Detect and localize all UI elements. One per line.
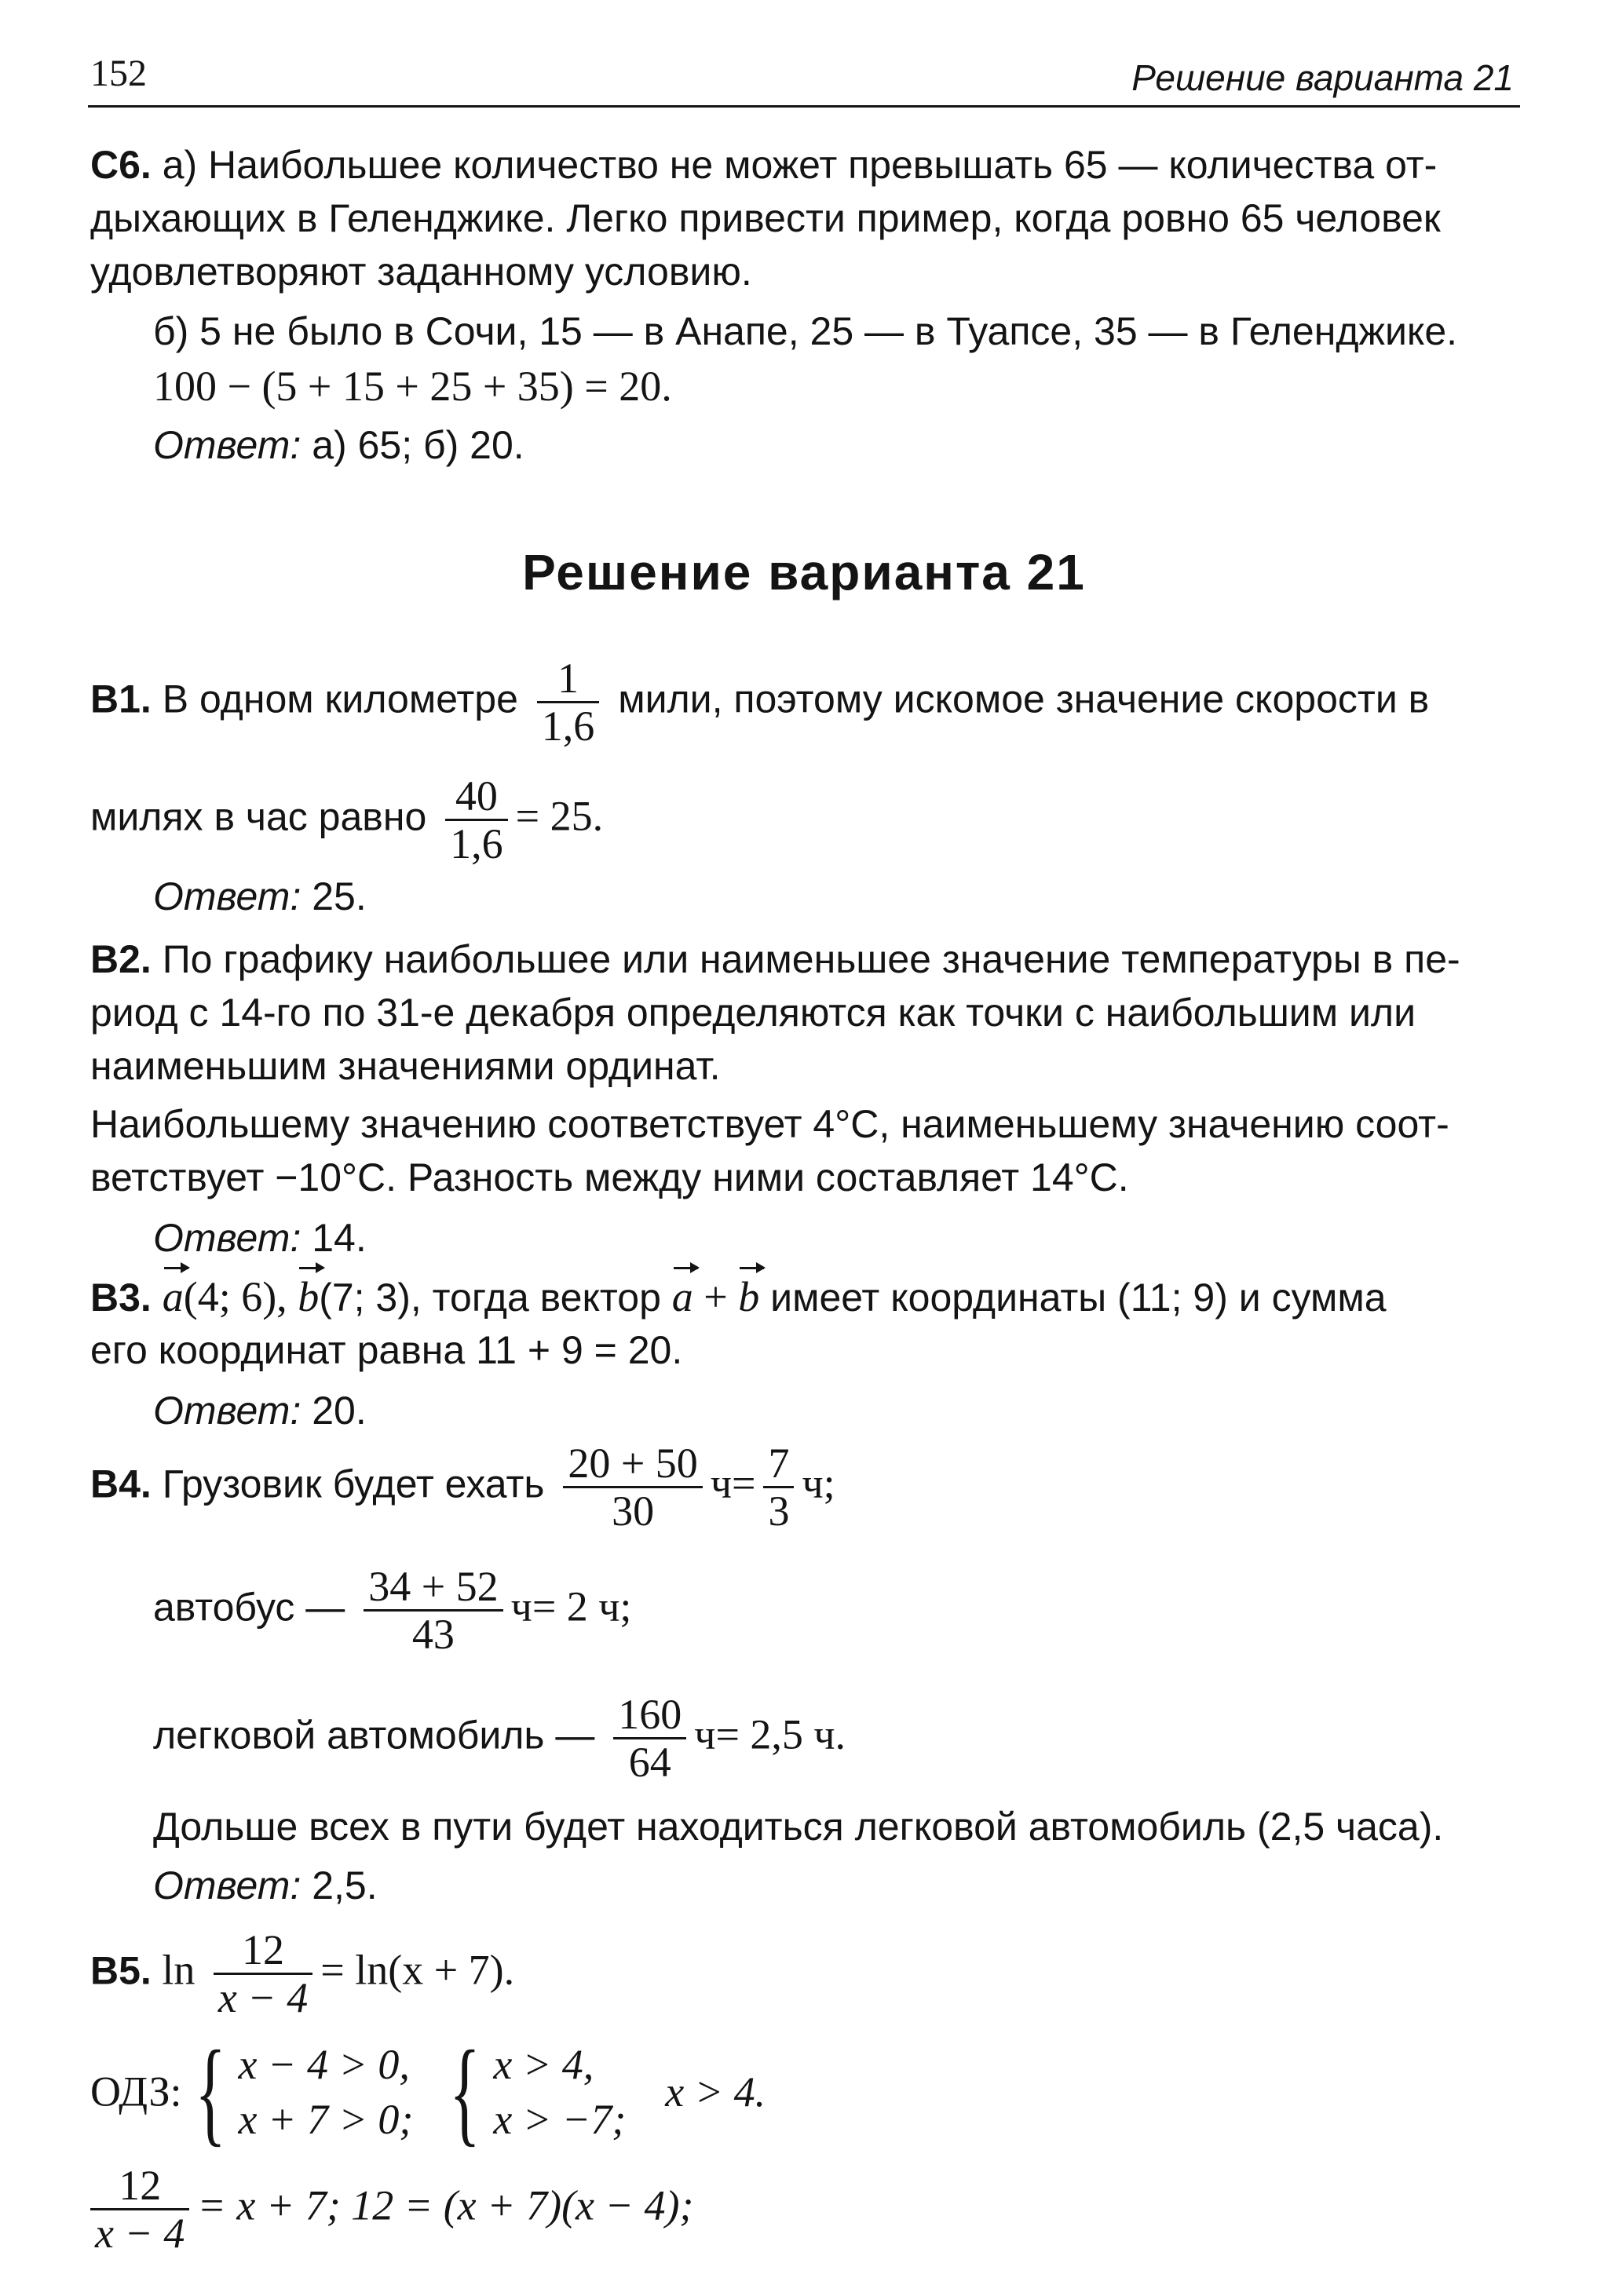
b4-car-line	[153, 1692, 1582, 1785]
b3-label: В3.	[90, 1276, 152, 1320]
b5-odz-result: x > 4.	[665, 2068, 766, 2115]
c6-b-text: б) 5 не было в Сочи, 15 — в Анапе, 25 — в Туапсе, 35 — в Геленджике.	[153, 309, 1458, 353]
b4-f4-num: 160	[613, 1692, 686, 1739]
b4-answer-value: 2,5.	[301, 1863, 378, 1907]
vector-a-symbol: a	[163, 1272, 184, 1323]
vector-b-symbol-2: b	[738, 1272, 759, 1323]
b4-answer-label: Ответ:	[153, 1863, 302, 1907]
b4-end-1: ч;	[802, 1459, 835, 1507]
b4-f4-den: 64	[628, 1739, 671, 1786]
c6-b-calc: 100 − (5 + 15 + 25 + 35) = 20.	[153, 363, 672, 410]
b4-bus-text: автобус —	[153, 1585, 356, 1630]
b2-line-1-text: По графику наибольшее или наименьшее значение температуры в пе-	[151, 937, 1460, 981]
b3-text-1: имеет координаты (11; 9) и сумма	[759, 1276, 1387, 1320]
b2-answer-label: Ответ:	[153, 1216, 302, 1260]
left-brace-1: {	[194, 2027, 226, 2157]
c6-line-2: дыхающих в Геленджике. Легко привести пример, когда ровно 65 человек	[90, 196, 1441, 240]
b4-text-1: Грузовик будет ехать	[151, 1462, 556, 1506]
b5-f2-num: 12	[90, 2163, 189, 2210]
b4-line-1	[90, 1440, 1519, 1534]
b2-answer-value: 14.	[301, 1216, 367, 1260]
b1-line-2	[90, 773, 1519, 867]
b1-frac2-den: 1,6	[450, 820, 503, 867]
b4-f3-num: 34 + 52	[364, 1564, 502, 1612]
b5-f1-den: x − 4	[217, 1974, 309, 2021]
b3-line-2: его координат равна 11 + 9 = 20.	[90, 1328, 683, 1372]
c6-answer-value: а) 65; б) 20.	[301, 423, 524, 467]
section-title: Решение варианта 21	[522, 544, 1086, 600]
vector-a-symbol-2: a	[672, 1272, 693, 1323]
b4-answer	[153, 1860, 1582, 1911]
b3-answer	[153, 1385, 1582, 1436]
b4-car-end: ч= 2,5 ч.	[694, 1710, 846, 1758]
b4-fraction-4	[613, 1692, 686, 1785]
running-title: Решение варианта 21	[1131, 57, 1514, 98]
c6-answer	[153, 420, 1582, 471]
b5-system-1	[239, 2037, 414, 2147]
b5-sys1-line2: x + 7 > 0;	[238, 2096, 414, 2143]
b4-bus-end: ч= 2 ч;	[510, 1582, 632, 1630]
b5-odz-line	[90, 2027, 1519, 2157]
header-rule	[88, 105, 1520, 108]
b5-line-1	[90, 1927, 1519, 2020]
b5-fraction-1	[214, 1927, 312, 2020]
b5-sys2-line1: x > 4,	[493, 2041, 594, 2088]
b1-text-3: милях в час равно	[90, 794, 438, 839]
b5-ln: ln	[151, 1946, 206, 1994]
c6-a-text-1: а) Наибольшее количество не может превышать 65 — количества от-	[151, 143, 1438, 187]
b5-f1-num: 12	[214, 1927, 312, 1975]
b1-fraction-2	[445, 773, 508, 867]
b5-f2-den: x − 4	[95, 2210, 185, 2257]
b4-f2-num: 7	[763, 1440, 794, 1488]
c6-line-1	[90, 140, 1519, 191]
b1-frac1-den: 1,6	[541, 703, 595, 750]
c6-answer-label: Ответ:	[153, 423, 302, 467]
b2-label: В2.	[90, 937, 152, 981]
b3-answer-label: Ответ:	[153, 1389, 302, 1433]
b5-sys2-line2: x > −7;	[493, 2096, 627, 2143]
b5-odz-label: ОДЗ:	[90, 2068, 182, 2115]
b4-bus-line	[153, 1564, 1582, 1657]
left-brace-2: {	[449, 2027, 481, 2157]
b2-answer	[153, 1213, 1582, 1264]
b4-f3-den: 43	[411, 1611, 455, 1658]
c6-label: С6.	[90, 143, 152, 187]
b5-eq-1: = ln(x + 7).	[320, 1946, 515, 1994]
b2-line-2: риод с 14-го по 31-е декабря определяются как точки с наибольшим или	[90, 991, 1416, 1035]
b4-label: В4.	[90, 1462, 152, 1506]
b3-line-1	[90, 1272, 1519, 1323]
b1-text-4: = 25.	[515, 792, 604, 840]
c6-line-3: удовлетворяют заданному условию.	[90, 250, 752, 294]
b2-line-4: Наибольшему значению соответствует 4°C, наименьшему значению соот-	[90, 1102, 1449, 1146]
b1-answer-label: Ответ:	[153, 874, 302, 918]
b4-f2-den: 3	[768, 1487, 790, 1535]
b1-fraction-1	[537, 655, 600, 749]
b3-coords-a: (4; 6),	[183, 1273, 298, 1320]
b5-sys1-line1: x − 4 > 0,	[238, 2041, 410, 2088]
b5-line-3	[90, 2163, 1519, 2256]
b5-eq-2: = x + 7; 12 = (x + 7)(x − 4);	[197, 2181, 694, 2229]
b1-answer-value: 25.	[301, 874, 367, 918]
b4-fraction-2	[763, 1440, 794, 1534]
b4-fraction-3	[364, 1564, 502, 1657]
b1-text-1: В одном километре	[151, 677, 529, 721]
b1-text-2: мили, поэтому искомое значение скорости в	[607, 677, 1430, 721]
vector-b-symbol: b	[298, 1272, 319, 1323]
b4-car-text: легковой автомобиль —	[153, 1713, 606, 1758]
b2-line-1	[90, 934, 1519, 985]
b5-fraction-2	[90, 2163, 189, 2256]
b3-plus: +	[693, 1273, 739, 1320]
b3-answer-value: 20.	[301, 1389, 367, 1433]
b4-f1-den: 30	[612, 1487, 655, 1535]
b1-label: В1.	[90, 677, 152, 721]
b1-frac2-num: 40	[445, 773, 508, 821]
b1-line-1	[90, 655, 1519, 749]
b1-answer	[153, 871, 1582, 922]
b5-label: В5.	[90, 1948, 152, 1993]
b2-line-3: наименьшим значениями ординат.	[90, 1044, 721, 1088]
b4-fraction-1	[563, 1440, 702, 1534]
b1-frac1-num: 1	[537, 655, 600, 703]
b5-system-2	[493, 2037, 626, 2147]
b4-f1-num: 20 + 50	[563, 1440, 702, 1488]
b2-line-5: ветствует −10°C. Разность между ними составляет 14°C.	[90, 1155, 1129, 1199]
b4-conclusion: Дольше всех в пути будет находиться легковой автомобиль (2,5 часа).	[153, 1805, 1444, 1849]
b3-coords-b: (7; 3), тогда вектор	[319, 1276, 672, 1320]
page-number: 152	[90, 53, 147, 94]
b4-mid-1: ч=	[710, 1459, 756, 1507]
